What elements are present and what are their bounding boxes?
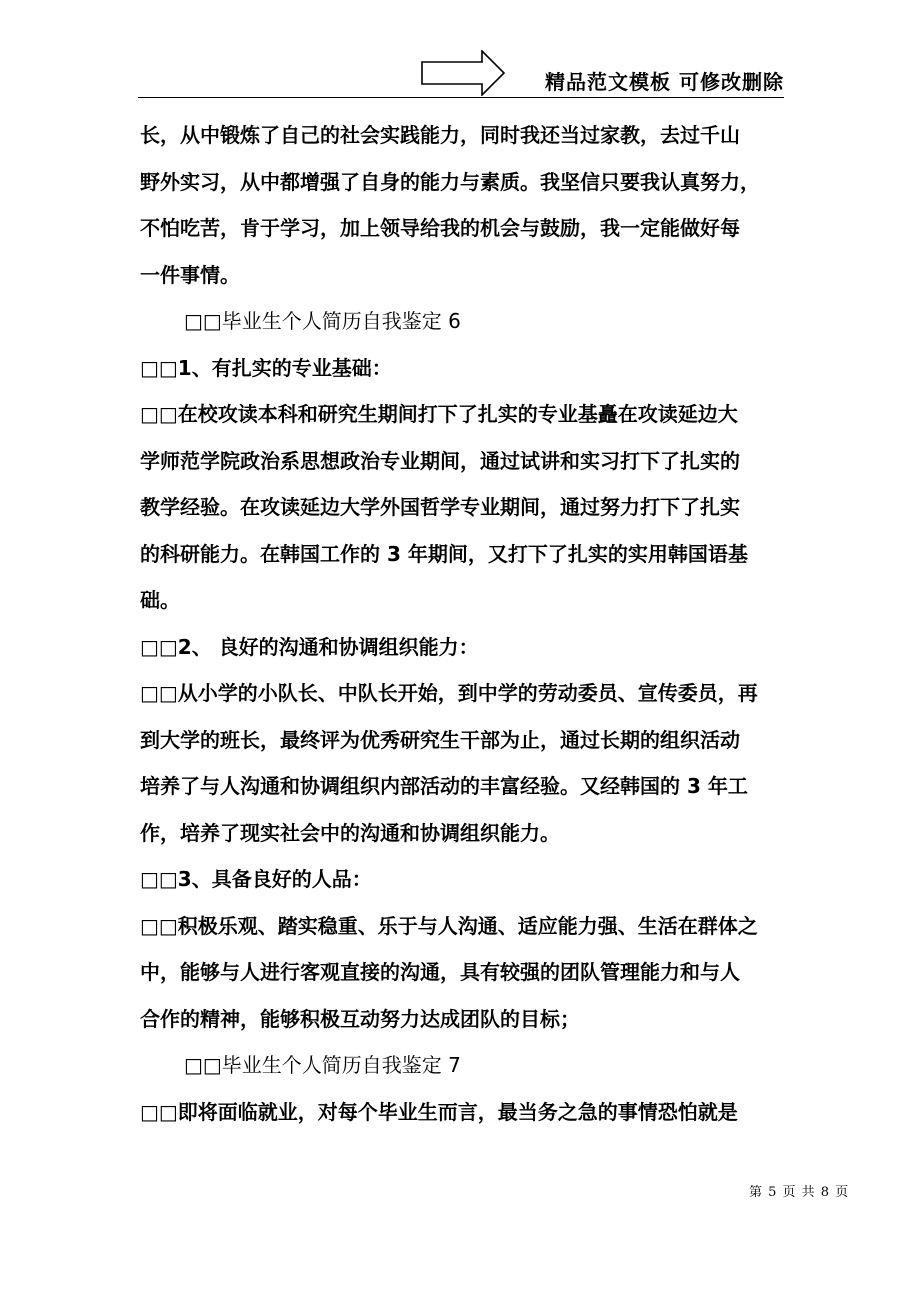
- line-text: 长，从中锻炼了自己的社会实践能力，同时我还当过家教，去过千山: [140, 123, 740, 147]
- line-text: 学师范学院政治系思想政治专业期间，通过试讲和实习打下了扎实的: [140, 448, 740, 473]
- line-text: □□即将面临就业，对每个毕业生而言，最当务之急的事情恐怕就是: [140, 1099, 738, 1124]
- line-text: 合作的精神，能够积极互动努力达成团队的目标；: [140, 1006, 580, 1031]
- line-text: □□毕业生个人简历自我鉴定 6: [184, 309, 461, 333]
- line-text: □□在校攻读本科和研究生期间打下了扎实的专业基矗在攻读延边大: [140, 402, 738, 426]
- text-line: [140, 949, 790, 996]
- text-line: [140, 252, 790, 299]
- text-line: [140, 810, 790, 857]
- text-line: [140, 717, 790, 764]
- line-text: 教学经验。在攻读延边大学外国哲学专业期间，通过努力打下了扎实: [140, 495, 740, 519]
- line-text: □□毕业生个人简历自我鉴定 7: [184, 1053, 461, 1077]
- text-line: [140, 484, 790, 531]
- line-text: □□从小学的小队长、中队长开始，到中学的劳动委员、宣传委员，再: [140, 681, 758, 705]
- line-text: 一件事情。: [140, 262, 240, 287]
- line-text: 到大学的班长，最终评为优秀研究生干部为止，通过长期的组织活动: [140, 727, 740, 752]
- line-text: 中，能够与人进行客观直接的沟通，具有较强的团队管理能力和与人: [140, 960, 740, 984]
- line-text: 础。: [140, 588, 180, 612]
- section-heading: [140, 298, 790, 345]
- text-line: [140, 577, 790, 624]
- text-line: [140, 391, 790, 438]
- line-text: □□2、 良好的沟通和协调组织能力：: [140, 634, 479, 659]
- header-rule: [138, 97, 784, 98]
- text-line: [140, 903, 790, 950]
- line-text: □□积极乐观、踏实稳重、乐于与人沟通、适应能力强、生活在群体之: [140, 913, 758, 938]
- line-text: 不怕吃苦，肯于学习，加上领导给我的机会与鼓励，我一定能做好每: [140, 216, 740, 240]
- text-line: [140, 996, 790, 1043]
- line-text: 的科研能力。在韩国工作的 3 年期间，又打下了扎实的实用韩国语基: [140, 541, 748, 566]
- text-line: [140, 763, 790, 810]
- page-number-footer: 第 5 页 共 8 页: [749, 1185, 850, 1200]
- text-line: [140, 670, 790, 717]
- line-text: 野外实习，从中都增强了自身的能力与素质。我坚信只要我认真努力，: [140, 169, 760, 194]
- text-line: [140, 159, 790, 206]
- text-line: [140, 112, 790, 159]
- header-title: 精品范文模板 可修改删除: [545, 70, 784, 94]
- text-line: [140, 205, 790, 252]
- text-line: [140, 531, 790, 578]
- text-line: [140, 856, 790, 903]
- document-body: [140, 112, 790, 1135]
- line-text: □□1、有扎实的专业基础：: [140, 355, 392, 380]
- right-arrow-outline-icon: [420, 50, 506, 96]
- text-line: [140, 1089, 790, 1136]
- text-line: [140, 345, 790, 392]
- text-line: [140, 624, 790, 671]
- line-text: 培养了与人沟通和协调组织内部活动的丰富经验。又经韩国的 3 年工: [140, 774, 748, 798]
- page-header: [138, 50, 784, 98]
- section-heading: [140, 1042, 790, 1089]
- text-line: [140, 438, 790, 485]
- line-text: □□3、具备良好的人品：: [140, 867, 372, 891]
- line-text: 作，培养了现实社会中的沟通和协调组织能力。: [140, 820, 560, 845]
